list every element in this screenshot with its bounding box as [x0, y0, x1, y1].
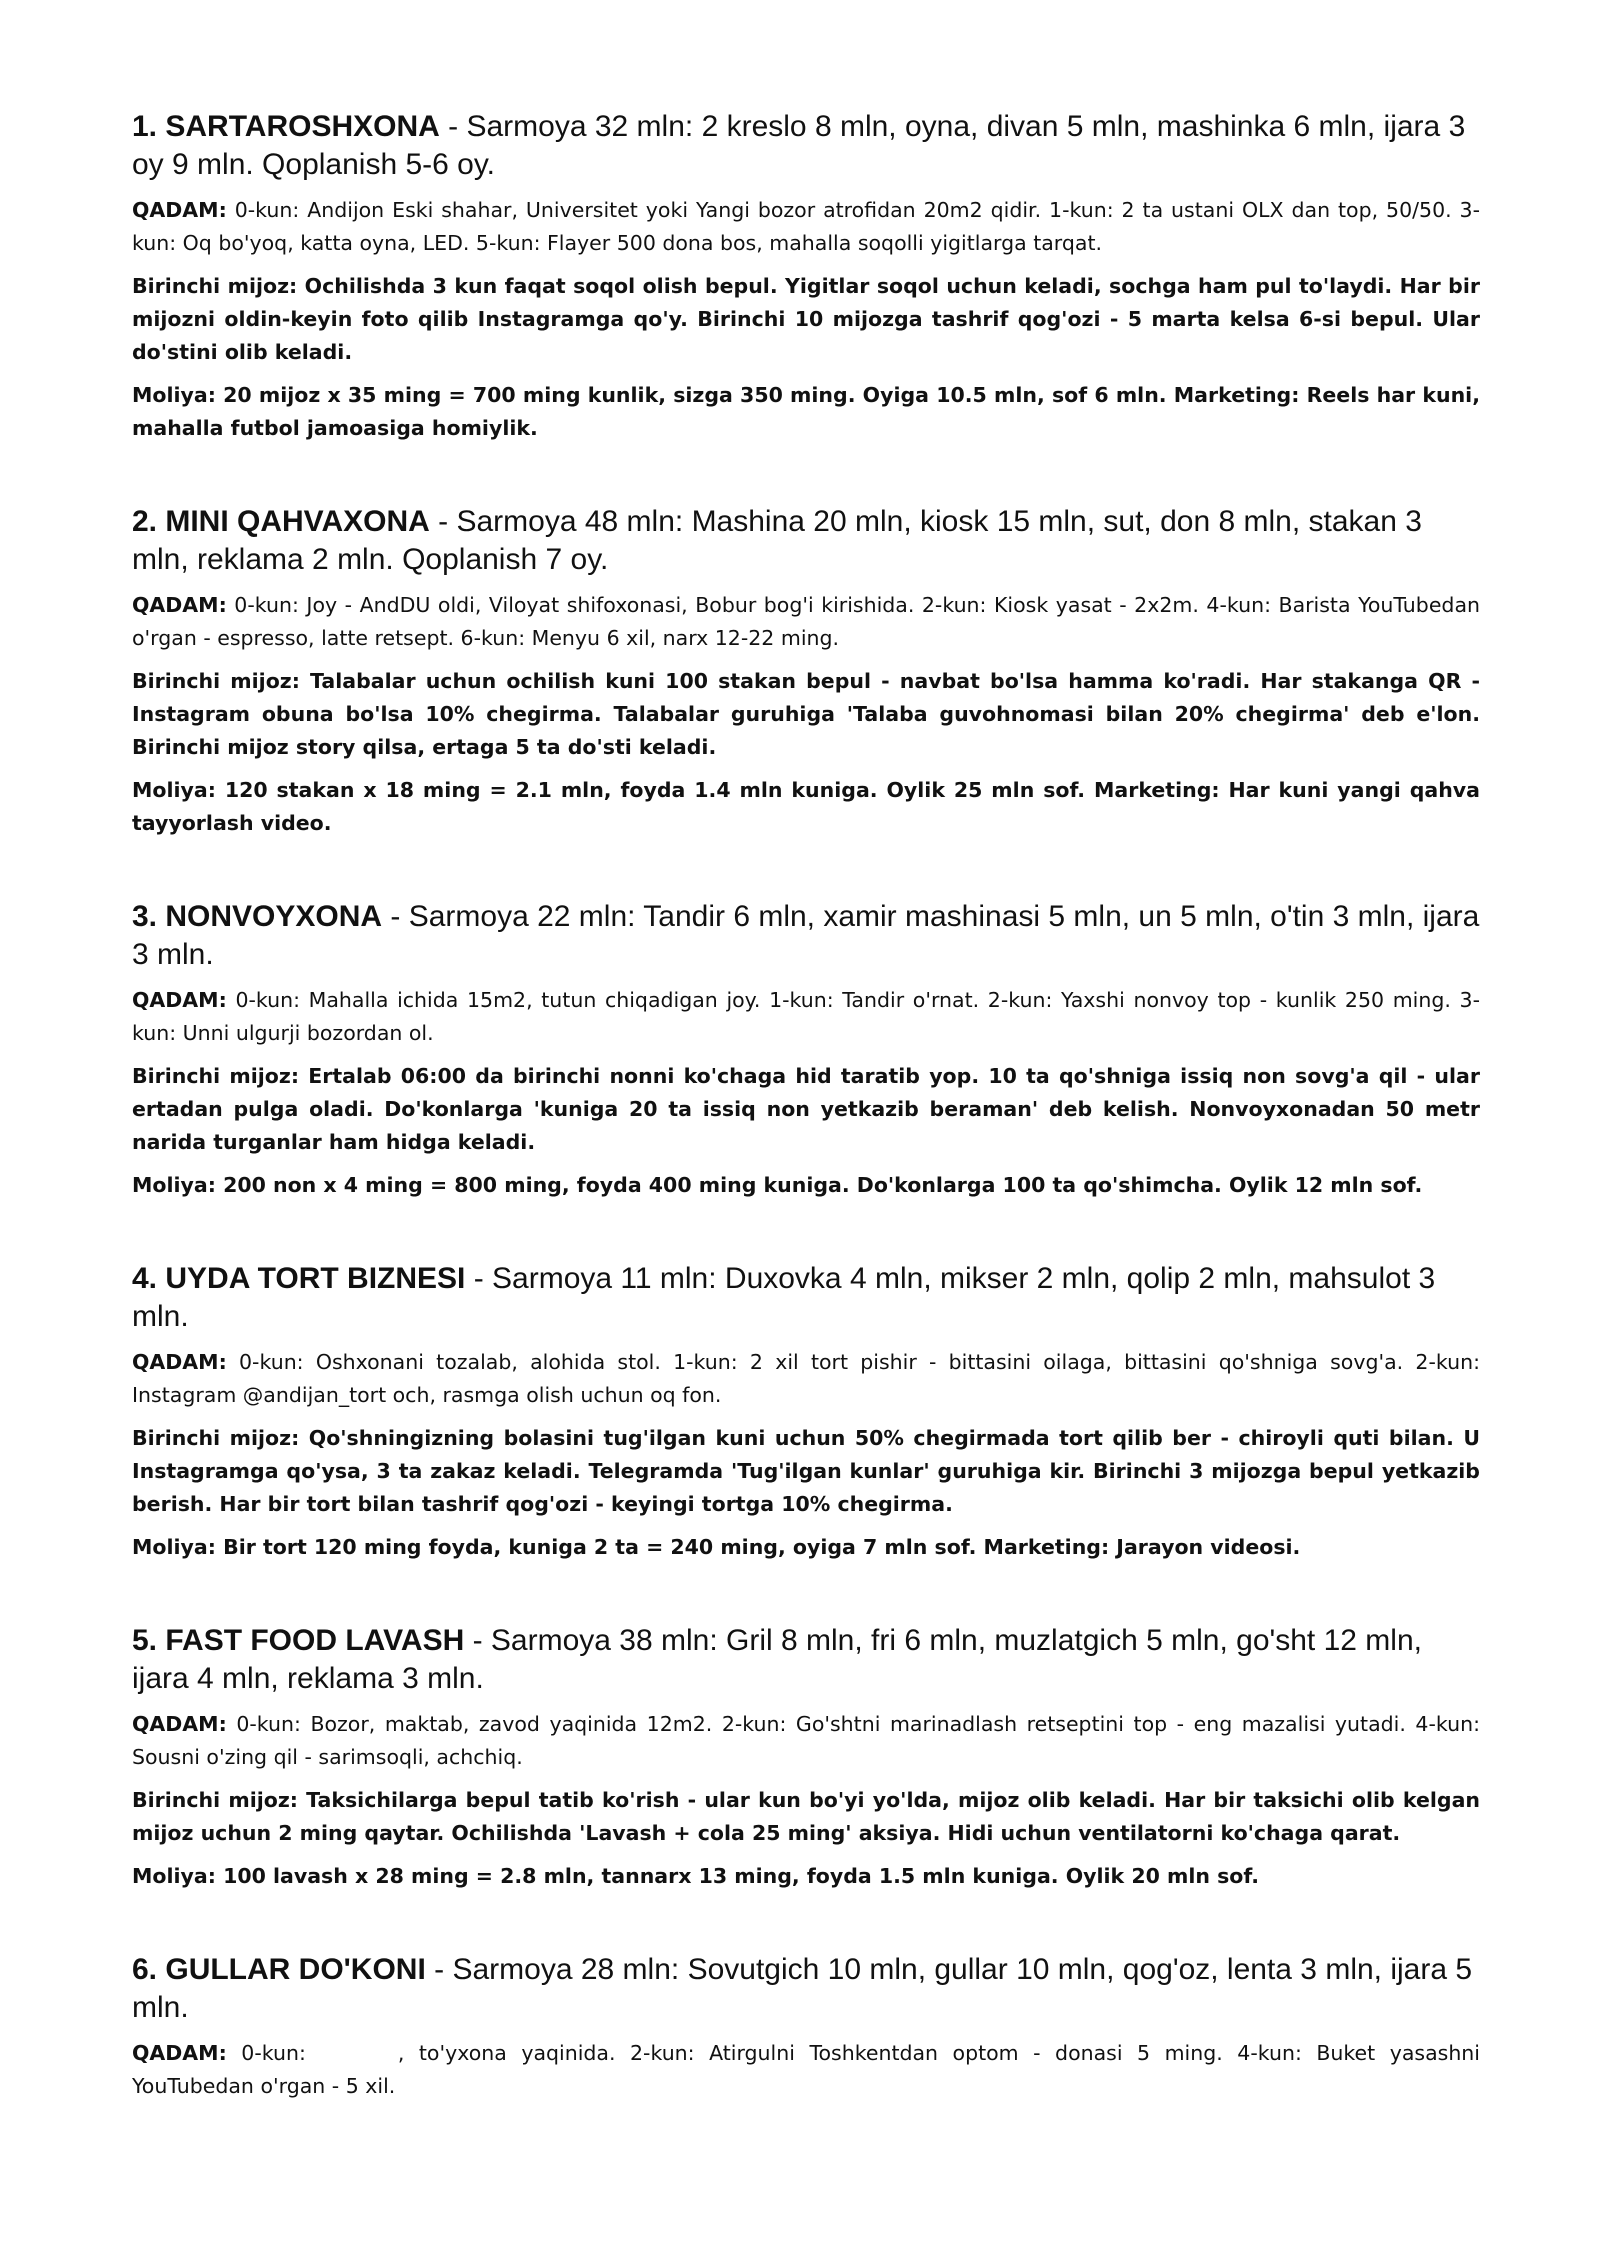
business-section-4: [132, 1260, 1480, 1564]
qadam-paragraph: [132, 1346, 1480, 1412]
section-title: 2. MINI QAHVAXONA: [132, 505, 430, 538]
birinchi-mijoz-paragraph: Birinchi mijoz: Ertalab 06:00 da birinchi nonni ko'chaga hid taratib yop. 10 ta qo'shniga issiq non sovg'a qil - ular ertadan pulga oladi. Do'konlarga 'kuniga 20 ta issiq non yetkazib beraman' deb kelish. Nonvoyxonadan 50 metr narida turganlar ham hidga keladi.: [132, 1064, 1480, 1154]
qadam-label: QADAM:: [132, 1712, 227, 1736]
qadam-paragraph: [132, 589, 1480, 655]
qadam-paragraph: [132, 2037, 1480, 2103]
qadam-paragraph: [132, 194, 1480, 260]
section-heading: [132, 503, 1480, 579]
qadam-paragraph: [132, 1708, 1480, 1774]
section-summary: - Sarmoya 11 mln: Duxovka 4 mln, mikser 2 mln, qolip 2 mln, mahsulot 3 mln.: [132, 1262, 1436, 1333]
section-heading: [132, 1951, 1480, 2027]
qadam-label: QADAM:: [132, 593, 227, 617]
document-page: [132, 108, 1480, 2103]
section-heading: [132, 108, 1480, 184]
moliya-paragraph: Moliya: 20 mijoz x 35 ming = 700 ming kunlik, sizga 350 ming. Oyiga 10.5 mln, sof 6 mln. Marketing: Reels har kuni, mahalla futbol jamoasiga homiylik.: [132, 383, 1480, 440]
business-section-2: [132, 503, 1480, 840]
section-summary: - Sarmoya 48 mln: Mashina 20 mln, kiosk 15 mln, sut, don 8 mln, stakan 3 mln, reklama 2 mln. Qoplanish 7 oy.: [132, 505, 1422, 576]
birinchi-mijoz-paragraph: Birinchi mijoz: Taksichilarga bepul tatib ko'rish - ular kun bo'yi yo'lda, mijoz olib keladi. Har bir taksichi olib kelgan mijoz uchun 2 ming qaytar. Ochilishda 'Lavash + cola 25 ming' aksiya. Hidi uchun ventilatorni ko'chaga qarat.: [132, 1788, 1480, 1845]
birinchi-mijoz-paragraph: Birinchi mijoz: Qo'shningizning bolasini tug'ilgan kuni uchun 50% chegirmada tort qilib ber - chiroyli quti bilan. U Instagramga qo'ysa, 3 ta zakaz keladi. Telegramda 'Tug'ilgan kunlar' guruhiga kir. Birinchi 3 mijozga bepul yetkazib berish. Har bir tort bilan tashrif qog'ozi - keyingi tortga 10% chegirma.: [132, 1426, 1480, 1516]
section-title: 4. UYDA TORT BIZNESI: [132, 1262, 466, 1295]
business-section-6: [132, 1951, 1480, 2103]
qadam-text-start: 0-kun:: [226, 2041, 306, 2065]
section-summary: - Sarmoya 28 mln: Sovutgich 10 mln, gullar 10 mln, qog'oz, lenta 3 mln, ijara 5 mln.: [132, 1953, 1473, 2024]
qadam-paragraph: [132, 984, 1480, 1050]
qadam-label: QADAM:: [132, 2041, 227, 2065]
birinchi-mijoz-paragraph: Birinchi mijoz: Talabalar uchun ochilish kuni 100 stakan bepul - navbat bo'lsa hamma ko'radi. Har stakanga QR - Instagram obuna bo'lsa 10% chegirma. Talabalar guruhiga 'Talaba guvohnomasi bilan 20% chegirma' deb e'lon. Birinchi mijoz story qilsa, ertaga 5 ta do'sti keladi.: [132, 669, 1480, 759]
section-title: 1. SARTAROSHXONA: [132, 110, 440, 143]
qadam-label: QADAM:: [132, 1350, 227, 1374]
section-heading: [132, 898, 1480, 974]
section-title: 3. NONVOYXONA: [132, 900, 383, 933]
qadam-text: 0-kun: Bozor, maktab, zavod yaqinida 12m2. 2-kun: Go'shtni marinadlash retseptini top - eng mazalisi yutadi. 4-kun: Sousni o'zing qil - sarimsoqli, achchiq.: [132, 1712, 1480, 1769]
business-section-1: [132, 108, 1480, 445]
qadam-label: QADAM:: [132, 988, 227, 1012]
section-summary: - Sarmoya 22 mln: Tandir 6 mln, xamir mashinasi 5 mln, un 5 mln, o'tin 3 mln, ijara 3 mln.: [132, 900, 1480, 971]
birinchi-mijoz-paragraph: Birinchi mijoz: Ochilishda 3 kun faqat soqol olish bepul. Yigitlar soqol uchun keladi, sochga ham pul to'laydi. Har bir mijozni oldin-keyin foto qilib Instagramga qo'y. Birinchi 10 mijozga tashrif qog'ozi - 5 marta kelsa 6-si bepul. Ular do'stini olib keladi.: [132, 274, 1480, 364]
section-summary: - Sarmoya 32 mln: 2 kreslo 8 mln, oyna, divan 5 mln, mashinka 6 mln, ijara 3 oy 9 mln. Qoplanish 5-6 oy.: [132, 110, 1466, 181]
moliya-paragraph: Moliya: 100 lavash x 28 ming = 2.8 mln, tannarx 13 ming, foyda 1.5 mln kuniga. Oylik 20 mln sof.: [132, 1864, 1259, 1888]
qadam-text: 0-kun: Joy - AndDU oldi, Viloyat shifoxonasi, Bobur bog'i kirishida. 2-kun: Kiosk yasat - 2x2m. 4-kun: Barista YouTubedan o'rgan - espresso, latte retsept. 6-kun: Menyu 6 xil, narx 12-22 ming.: [132, 593, 1480, 650]
qadam-text: 0-kun: Mahalla ichida 15m2, tutun chiqadigan joy. 1-kun: Tandir o'rnat. 2-kun: Yaxshi nonvoy top - kunlik 250 ming. 3-kun: Unni ulgurji bozordan ol.: [132, 988, 1480, 1045]
moliya-paragraph: Moliya: 120 stakan x 18 ming = 2.1 mln, foyda 1.4 mln kuniga. Oylik 25 mln sof. Marketing: Har kuni yangi qahva tayyorlash video.: [132, 778, 1480, 835]
qadam-label: QADAM:: [132, 198, 227, 222]
section-title: 5. FAST FOOD LAVASH: [132, 1624, 465, 1657]
qadam-text: 0-kun: Andijon Eski shahar, Universitet yoki Yangi bozor atrofidan 20m2 qidir. 1-kun: 2 ta ustani OLX dan top, 50/50. 3-kun: Oq bo'yoq, katta oyna, LED. 5-kun: Flayer 500 dona bos, mahalla soqolli yigitlarga tarqat.: [132, 198, 1480, 255]
section-title: 6. GULLAR DO'KONI: [132, 1953, 426, 1986]
section-heading: [132, 1622, 1480, 1698]
section-summary: - Sarmoya 38 mln: Gril 8 mln, fri 6 mln, muzlatgich 5 mln, go'sht 12 mln, ijara 4 mln, reklama 3 mln.: [132, 1624, 1422, 1695]
moliya-paragraph: Moliya: 200 non x 4 ming = 800 ming, foyda 400 ming kuniga. Do'konlarga 100 ta qo'shimcha. Oylik 12 mln sof.: [132, 1173, 1423, 1197]
moliya-paragraph: Moliya: Bir tort 120 ming foyda, kuniga 2 ta = 240 ming, oyiga 7 mln sof. Marketing: Jarayon videosi.: [132, 1535, 1301, 1559]
section-heading: [132, 1260, 1480, 1336]
qadam-text: 0-kun: Oshxonani tozalab, alohida stol. 1-kun: 2 xil tort pishir - bittasini oilaga, bittasini qo'shniga sovg'a. 2-kun: Instagram @andijan_tort och, rasmga olish uchun oq fon.: [132, 1350, 1480, 1407]
business-section-3: [132, 898, 1480, 1202]
business-section-5: [132, 1622, 1480, 1893]
qadam-text-end: , to'yxona yaqinida. 2-kun: Atirgulni Toshkentdan optom - donasi 5 ming. 4-kun: Buket yasashni YouTubedan o'rgan - 5 xil.: [132, 2041, 1480, 2098]
